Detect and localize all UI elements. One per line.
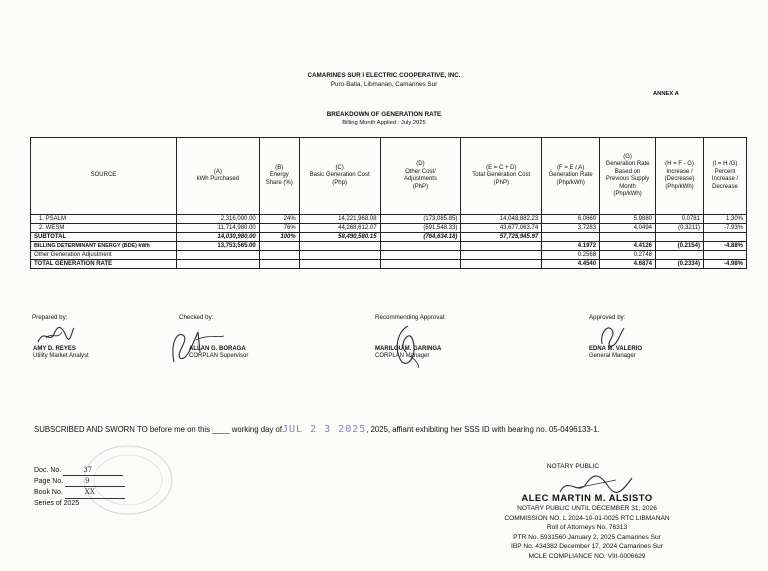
cell-i: -4.98% [703, 260, 746, 269]
recommending-title: CORPLAN Manager [375, 353, 430, 359]
notary-line: Roll of Attorneys No. 76313 [546, 524, 628, 532]
cell-h: (0.3211) [656, 224, 704, 233]
prepared-by-label: Prepared by: [32, 314, 68, 321]
source-wesm: 2. WESM [31, 224, 177, 233]
col-header-c: (C) Basic Generation Cost (Php) [299, 138, 380, 215]
cell-e: 14,048,882.23 [461, 215, 542, 224]
checked-by-title: CORPLAN Supervisor [189, 353, 249, 359]
cell-b: 24% [259, 215, 299, 224]
cell-a: 2,316,000.00 [176, 215, 259, 224]
cell-e: 43,677,063.74 [461, 224, 542, 233]
cell-c: 44,268,612.07 [299, 224, 380, 233]
notary-details [482, 504, 692, 562]
col-header-i: (I = H /G) Percent Increase / Decrease [703, 138, 746, 215]
recommending-name: MARILOU M. GARINGA [375, 346, 442, 352]
table-row-wesm [31, 224, 747, 233]
checked-by-name: ALLAN G. BORAGA [189, 346, 246, 352]
cell-b: 100% [259, 233, 299, 242]
cell-f: 6.0660 [542, 215, 600, 224]
notary-label: NOTARY PUBLIC [546, 463, 600, 470]
cell-a: 11,714,980.00 [176, 224, 259, 233]
cell-b: 76% [259, 224, 299, 233]
col-header-d: (D) Other Cost/ Adjustments (PhP) [380, 138, 461, 215]
bde-label: BILLING DETERMINANT ENERGY (BDE) kWh [31, 242, 177, 251]
document-title: BREAKDOWN OF GENERATION RATE [326, 111, 442, 118]
cell-g: 5.9880 [600, 215, 656, 224]
col-header-f: (F = E / A) Generation Rate (Php/kWh) [542, 138, 600, 215]
notary-line: IBP No. 434382 December 17, 2024 Camarines Sur [511, 543, 663, 551]
col-header-b: (B) Energy Share (%) [259, 138, 299, 215]
doc-no-value: 37 [63, 465, 123, 476]
sworn-text-before: SUBSCRIBED AND SWORN TO before me on this ____ working day of [34, 425, 283, 434]
cell-i: -7.93% [703, 224, 746, 233]
billing-month: Billing Month Applied : July 2025 [342, 120, 426, 126]
generation-rate-table [30, 137, 747, 269]
cell-a: 13,753,565.00 [176, 242, 259, 251]
prepared-by-name: AMY D. REYES [33, 346, 76, 352]
subtotal-label: SUBTOTAL [31, 233, 177, 242]
cell-f: 4.4540 [542, 260, 600, 269]
cell-c: 14,221,968.08 [299, 215, 380, 224]
checked-by-label: Checked by: [179, 314, 214, 321]
cell-h: 0.0781 [656, 215, 704, 224]
notary-line: COMMISSION NO. L 2024-10-01-0025 RTC LIBMANAN [504, 514, 670, 522]
sworn-text-after: , 2025, affiant exhibiting her SSS ID with bearing no. 05-0496133-1. [366, 425, 600, 434]
other-adjustment-label: Other Generation Adjustment [31, 251, 177, 260]
book-no-value: XX [65, 487, 125, 498]
cell-g: 4.0494 [600, 224, 656, 233]
org-address: Puro-Batia, Libmanan, Camarines Sur [330, 81, 438, 88]
table-row-other-adjustment [31, 251, 747, 260]
cell-h: (0.2334) [656, 260, 704, 269]
approved-by-title: General Manager [589, 353, 636, 359]
cell-d: (591,548.33) [380, 224, 461, 233]
cell-f: 3.7283 [542, 224, 600, 233]
notary-line: PTR No. 5931560 January 2, 2025 Camarines Sur [513, 533, 661, 541]
signature-approved [598, 322, 628, 348]
cell-e: 57,725,945.97 [461, 233, 542, 242]
cell-d: (173,085.85) [380, 215, 461, 224]
series-label: Series of 2025 [34, 499, 80, 507]
source-psalm: 1. PSALM [31, 215, 177, 224]
notary-line: MCLE COMPLIANCE NO. VIII-0006629 [528, 552, 646, 560]
book-no-label: Book No. [34, 489, 63, 497]
org-name: CAMARINES SUR I ELECTRIC COOPERATIVE, INC. [307, 72, 461, 79]
cell-f: 0.2568 [542, 251, 600, 260]
cell-i: -4.88% [703, 242, 746, 251]
cell-h: (0.2154) [656, 242, 704, 251]
table-row-total [31, 260, 747, 269]
table-row-psalm [31, 215, 747, 224]
approved-by-name: EDNA M. VALERIO [589, 346, 643, 352]
date-stamp: JUL 2 3 2025 [282, 424, 367, 435]
table-row-bde [31, 242, 747, 251]
cell-c: 58,490,580.15 [299, 233, 380, 242]
sworn-statement [34, 424, 734, 435]
page-no-label: Page No. [34, 478, 64, 486]
table-row-subtotal [31, 233, 747, 242]
recommending-label: Recommending Approval: [375, 314, 446, 321]
doc-reference [34, 465, 125, 509]
signature-checked [168, 322, 228, 366]
prepared-by-title: Utility Market Analyst [33, 353, 89, 359]
col-header-source: SOURCE [31, 138, 177, 215]
col-header-a: (A) kWh Purchased [176, 138, 259, 215]
page-no-value: 9 [65, 476, 125, 487]
col-header-g: (G) Generation Rate Based on Previous Supply Month (Php/kWh) [600, 138, 656, 215]
notary-name: ALEC MARTIN M. ALSISTO [521, 492, 653, 503]
signature-prepared [36, 322, 76, 348]
col-header-h: (H = F - G) Increase / (Decrease) (Php/kWh) [656, 138, 704, 215]
cell-a: 14,030,980.00 [176, 233, 259, 242]
doc-no-label: Doc. No. [34, 467, 62, 474]
col-header-e: (E = C + D) Total Generation Cost (PhP) [461, 138, 542, 215]
cell-i: 1.30% [703, 215, 746, 224]
table-header-row [31, 138, 747, 215]
annex-label: ANNEX A [653, 91, 679, 97]
cell-f: 4.1972 [542, 242, 600, 251]
cell-g: 0.2748 [600, 251, 656, 260]
cell-g: 4.6874 [600, 260, 656, 269]
cell-g: 4.4126 [600, 242, 656, 251]
cell-d: (764,634.18) [380, 233, 461, 242]
notary-line: NOTARY PUBLIC UNTIL DECEMBER 31, 2026 [517, 505, 657, 512]
total-label: TOTAL GENERATION RATE [31, 260, 177, 269]
approved-by-label: Approved by: [589, 314, 626, 321]
